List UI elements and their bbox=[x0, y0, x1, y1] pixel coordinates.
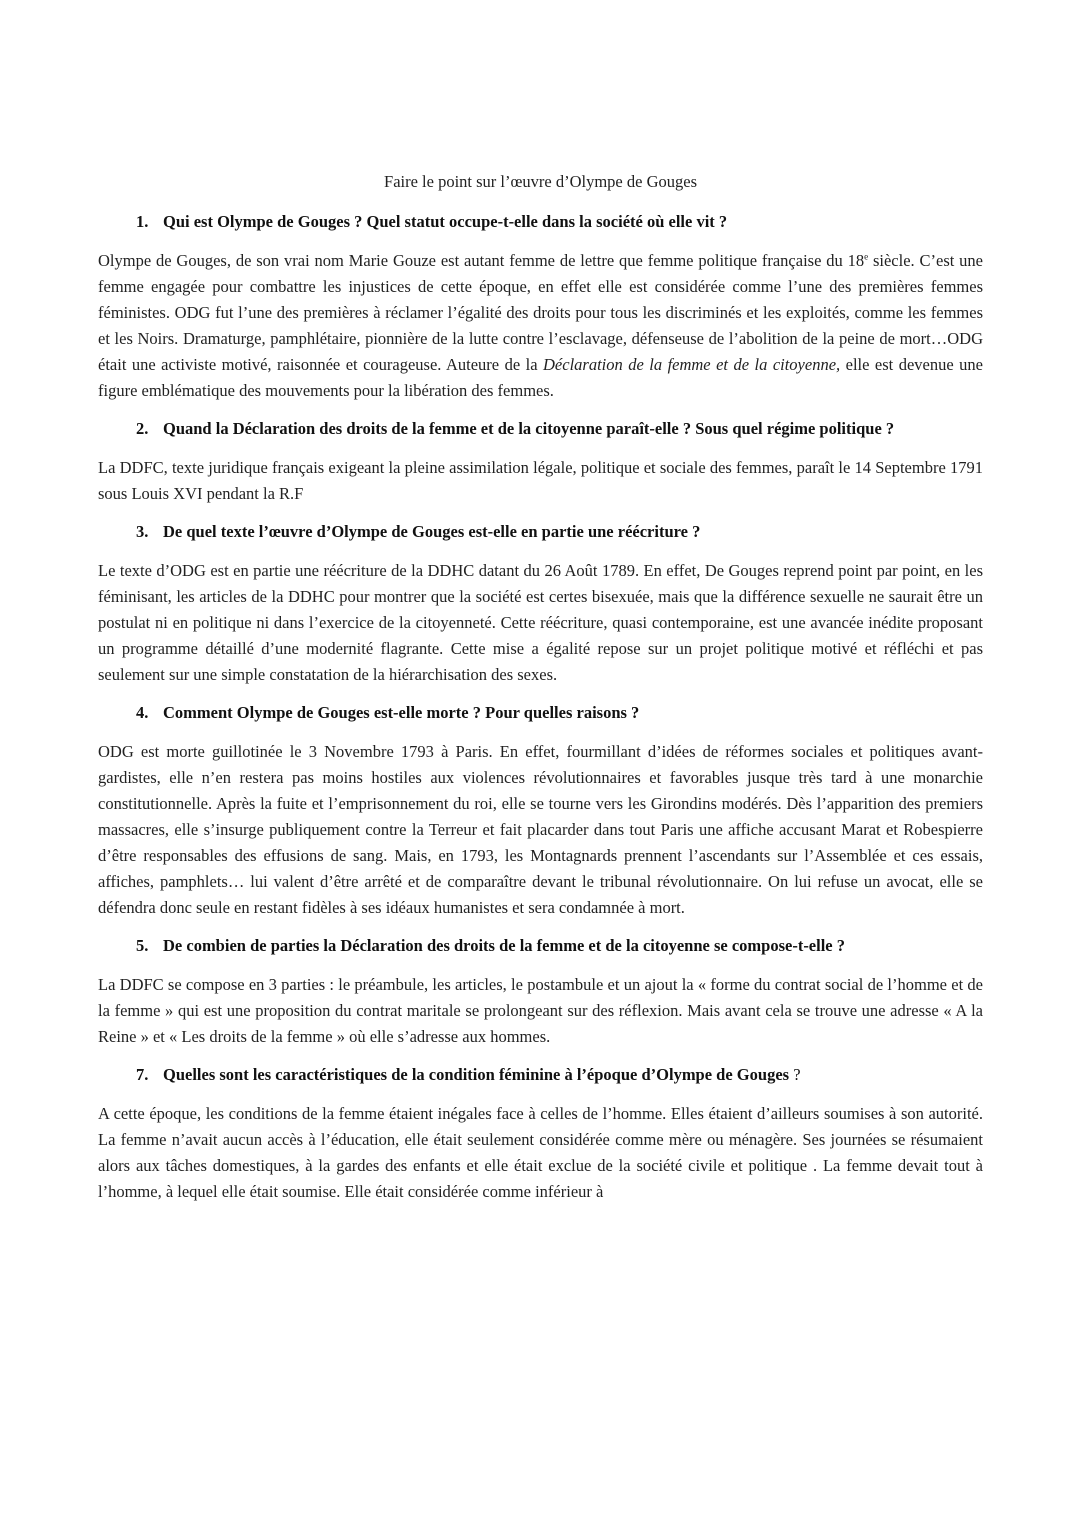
question-number: 2. bbox=[136, 419, 149, 438]
answer-4: ODG est morte guillotinée le 3 Novembre 1793 à Paris. En effet, fourmillant d’idées de réformes sociales et politiques avant-gardistes, elle n’en restera pas moins hostiles aux violences révolutionnaires et favorables jusque très tard à une monarchie constitutionnelle. Après la fuite et l’emprisonnement du roi, elle se tourne vers les Girondins modérés. Dès l’apparition des premiers massacres, elle s’insurge publiquement contre la Terreur et fait placarder dans tout Paris une affiche accusant Marat et Robespierre d’être responsables des effusions de sang. Mais, en 1793, les Montagnards prennent l’ascendants sur l’Assemblée et ces essais, affiches, pamphlets… lui valent d’être arrêté et de comparaître devant le tribunal révolutionnaire. On lui refuse un avocat, elle se défendra donc seule en restant fidèles à ses idéaux humanistes et sera condamnée à mort. bbox=[98, 742, 983, 917]
question-text: Comment Olympe de Gouges est-elle morte ? Pour quelles raisons ? bbox=[163, 703, 640, 722]
question-5 bbox=[98, 933, 983, 959]
answer-1: Olympe de Gouges, de son vrai nom Marie Gouze est autant femme de lettre que femme politique française du 18e siècle. C’est une femme engagée pour combattre les injustices de cette époque, en effet elle est considérée comme l’une des premières femmes féministes. ODG fut l’une des premières à réclamer l’égalité des droits pour tous les discriminés et les exploités, comme les femmes et les Noirs. Dramaturge, pamphlétaire, pionnière de la lutte contre l’esclavage, défenseuse de l’abolition de la peine de mort…ODG était une activiste motivé, raisonnée et courageuse. Auteure de la Déclaration de la femme et de la citoyenne, elle est devenue une figure emblématique des mouvements pour la libération des femmes. bbox=[98, 251, 983, 400]
answer-2: La DDFC, texte juridique français exigeant la pleine assimilation légale, politique et sociale des femmes, paraît le 14 Septembre 1791 sous Louis XVI pendant la R.F bbox=[98, 458, 983, 503]
question-7 bbox=[98, 1062, 983, 1088]
question-number: 1. bbox=[136, 212, 149, 231]
question-text: Quelles sont les caractéristiques de la condition féminine à l’époque d’Olympe de Gouges ? bbox=[163, 1065, 801, 1084]
question-text: Qui est Olympe de Gouges ? Quel statut occupe-t-elle dans la société où elle vit ? bbox=[163, 212, 728, 231]
question-number: 4. bbox=[136, 703, 149, 722]
question-3 bbox=[98, 519, 983, 545]
question-1 bbox=[98, 209, 983, 235]
question-number: 7. bbox=[136, 1065, 149, 1084]
answer-3: Le texte d’ODG est en partie une réécriture de la DDHC datant du 26 Août 1789. En effet, De Gouges reprend point par point, en les féminisant, les articles de la DDHC pour montrer que la société est certes bisexuée, mais que la différence sexuelle ne saurait être un postulat ni en politique ni dans l’exercice de la citoyenneté. Cette réécriture, quasi contemporaine, est une avancée inédite proposant un programme détaillé d’une modernité flagrante. Cette mise a égalité repose sur un projet politique motivé et réfléchi et pas seulement sur une simple constatation de la hiérarchisation des sexes. bbox=[98, 561, 983, 684]
question-text: Quand la Déclaration des droits de la femme et de la citoyenne paraît-elle ? Sous quel régime politique ? bbox=[163, 419, 895, 438]
document-page bbox=[98, 172, 983, 1217]
question-4 bbox=[98, 700, 983, 726]
answer-5: La DDFC se compose en 3 parties : le préambule, les articles, le postambule et un ajout la « forme du contrat social de l’homme et de la femme » qui est une proposition du contrat maritale se prolongeant sur des réflexion. Mais avant cela se trouve une adresse « A la Reine » et « Les droits de la femme » où elle s’adresse aux hommes. bbox=[98, 975, 983, 1046]
answer-7: A cette époque, les conditions de la femme étaient inégales face à celles de l’homme. Elles étaient d’ailleurs soumises à son autorité. La femme n’avait aucun accès à l’éducation, elle était seulement considérée comme mère ou ménagère. Ses journées se résumaient alors aux tâches domestiques, à la gardes des enfants et elle était exclue de la société civile et politique . La femme devait tout à l’homme, à lequel elle était soumise. Elle était considérée comme inférieur à bbox=[98, 1104, 983, 1201]
question-2 bbox=[98, 416, 983, 442]
document-title: Faire le point sur l’œuvre d’Olympe de Gouges bbox=[384, 172, 697, 191]
question-text: De quel texte l’œuvre d’Olympe de Gouges est-elle en partie une réécriture ? bbox=[163, 522, 701, 541]
question-number: 3. bbox=[136, 522, 149, 541]
question-number: 5. bbox=[136, 936, 149, 955]
italic-title: Déclaration de la femme et de la citoyenne, bbox=[543, 355, 841, 374]
question-text: De combien de parties la Déclaration des droits de la femme et de la citoyenne se compose-t-elle ? bbox=[163, 936, 846, 955]
